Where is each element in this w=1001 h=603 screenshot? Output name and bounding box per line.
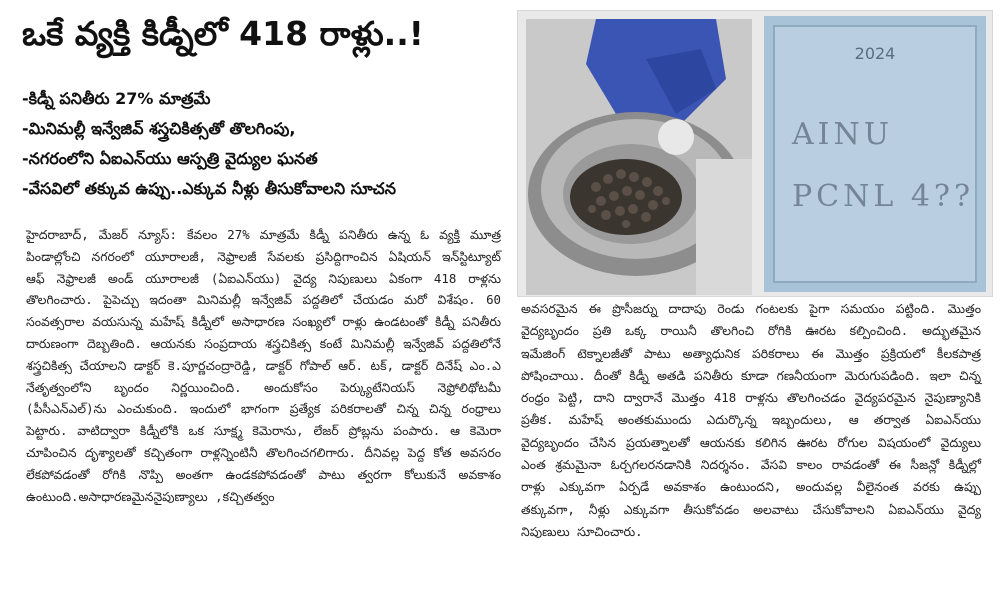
kidney-stones-bowl-photo [526, 19, 752, 295]
highlights-list [22, 84, 512, 204]
article-body-left: హైదరాబాద్, మేజర్ న్యూస్: కేవలం 27% మాత్రమే కిడ్నీ పనితీరు ఉన్న ఓ వ్యక్తి మూత్ర పిండాల్లోంచి నగరంలో యూరాలజీ, నెఫ్రాలజీ సేవలకు ప్రసిద్దిగాంచిన ఏషియన్ ఇన్‌స్టిట్యూట్ ఆఫ్ నెఫ్రాలజీ అండ్ యూరాలజీ (ఏఐఎన్‌యు) వైద్య నిపుణులు ఏకంగా 418 రాళ్లను తొలగించారు. పైపెచ్చు ఇదంతా మినిమల్లీ ఇన్వేజివ్ పద్దతిలో చేయడం మరో విశేషం. 60 సంవత్సరాల వయసున్న మహేష్ కిడ్నీలో అసాధారణ సంఖ్యలో రాళ్లు ఉండటంతో కిడ్నీ పనితీరు దారుణంగా దెబ్బతింది. ఆయనకు సంప్రదాయ శస్త్రచికిత్స కంటే మినిమల్లీ ఇన్వేజివ్ పద్దతిలోనే శస్త్రచికిత్స చేయాలని డాక్టర్ కె.పూర్ణచంద్రారెడ్డి, డాక్టర్ గోపాల్ ఆర్. టక్, డాక్టర్ దినేష్ ఎం.ఎ నేతృత్వంలోని బృందం నిర్ణయించింది. అందుకోసం పెర్క్యుటేనియస్ నెఫ్రోలిథోటమీ (పీసీఎన్ఎల్)ను ఎంచుకుంది. ఇందులో భాగంగా ప్రత్యేక పరికరాలతో చిన్న చిన్న రంధ్రాలు పెట్టారు. వాటిద్వారా కిడ్నీలోకి ఒక సూక్ష్మ కెమెరాను, లేజర్ ప్రోబ్లను పంపారు. ఆ కెమెరా చూపించిన దృశ్యాలతో కచ్చితంగా రాళ్లన్నింటినీ తొలగించగలిగారు. దీనివల్ల పెద్ద కోత అవసరం లేకపోవడంతో రోగికి నొప్పి అంతగా ఉండకపోవడంతో పాటు త్వరగా కోలుకునే అవకాశం ఉంటుంది.అసాధారణమైననైపుణ్యాలు ,కచ్చితత్వం [26, 227, 501, 504]
headline: ఒకే వ్యక్తి కిడ్నీలో 418 రాళ్లు..! [22, 14, 424, 53]
tray-year-text: 2024 [854, 44, 896, 63]
stones-arranged-photo [764, 16, 986, 292]
highlight-item: -వేసవిలో తక్కువ ఉప్పు..ఎక్కువ నీళ్లు తీసుకోవాలని సూచన [22, 179, 396, 198]
tray-stone-lettering: AINU PCNL 4?? [792, 117, 975, 214]
article-photos [517, 10, 993, 297]
bowl-illustration [526, 19, 752, 295]
highlight-item: -నగరంలోని ఏఐఎన్‌యు ఆస్పత్రి వైద్యుల ఘనత [22, 149, 318, 168]
highlight-item: -మినిమల్లీ ఇన్వేజివ్ శస్త్రచికిత్సతో తొలగింపు, [22, 119, 296, 138]
highlight-item: -కిడ్నీ పనితీరు 27% మాత్రమే [22, 89, 211, 108]
article-body-right: అవసరమైన ఈ ప్రొసీజర్ను దాదాపు రెండు గంటలకు పైగా సమయం పట్టింది. మొత్తం వైద్యబృందం ప్రతి ఒక్క రాయినీ తొలగించి రోగికి ఊరట కల్పించింది. అద్భుతమైన ఇమేజింగ్ టెక్నాలజీతో పాటు అత్యాధునిక పరికరాలు ఈ మొత్తం ప్రక్రియలో కీలకపాత్ర పోషించాయి. దీంతో కిడ్నీ అతడి పనితీరు కూడా గణనీయంగా మెరుగుపడింది. ఇలా చిన్న రంధ్రం పెట్టి, దాని ద్వారానే మొత్తం 418 రాళ్లను తొలగించడం వైద్యపరమైన నైపుణ్యానికి ప్రతీక. మహేష్ అంతకుముందు ఎదుర్కొన్న ఇబ్బందులు, ఆ తర్వాత ఏఐఎన్‌యు వైద్యబృందం చేసిన ప్రయత్నాలతో ఆయనకు కలిగిన ఊరట రోగుల విషయంలో వైద్యులు ఎంత శ్రమమైనా ఓర్చగలరనడానికి నిదర్శనం. వేసవి కాలం రావడంతో ఈ సీజన్లో కిడ్నీల్లో రాళ్లు ఎక్కువగా ఏర్పడే అవకాశం ఉంటుందని, అందువల్ల వీలైనంత వరకు ఉప్పు తక్కువగా, నీళ్లు ఎక్కువగా తీసుకోవడం అలవాటు చేసుకోవాలని ఏఐఎన్‌యు వైద్య నిపుణులు సూచించారు. [521, 301, 981, 539]
